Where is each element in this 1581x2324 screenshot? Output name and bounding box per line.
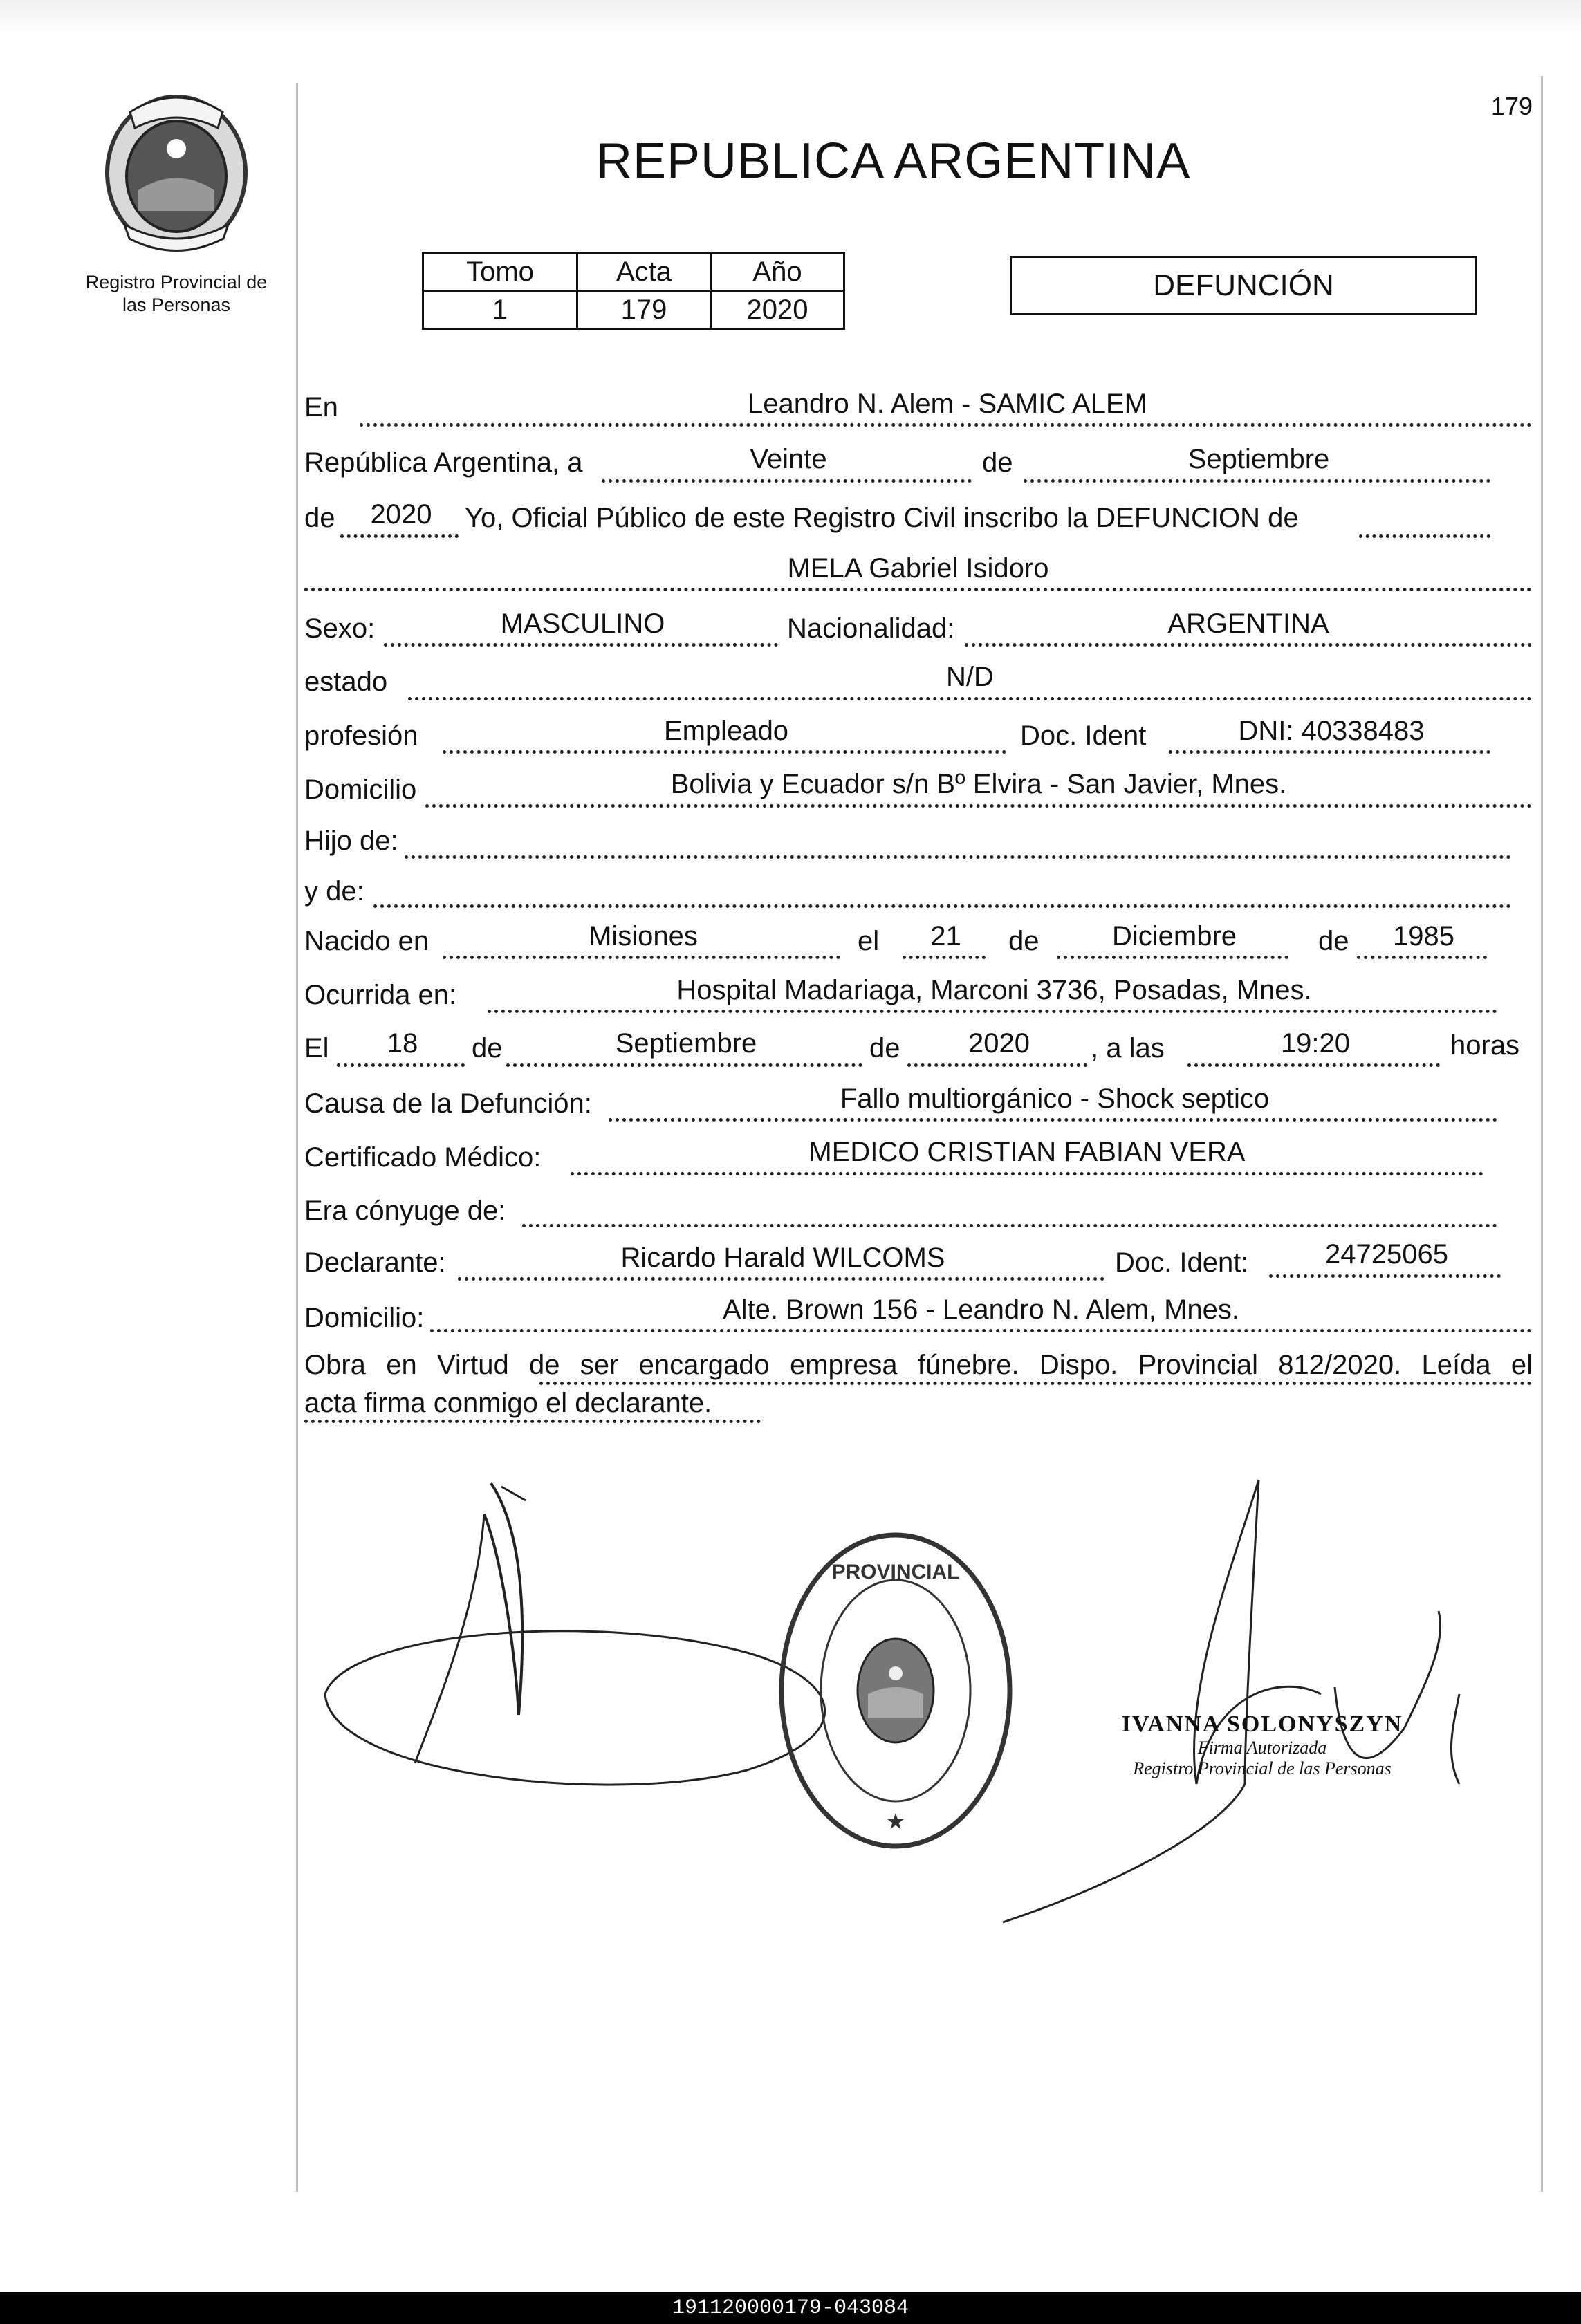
declarante-dotted-line [458,1277,1104,1281]
birth-month-dotted-line [1057,956,1288,959]
acta-header: Acta [577,253,711,291]
inscribe-dotted-line [1359,534,1490,538]
y-de-dotted-line [373,904,1511,908]
official-stamp-org: Registro Provincial de las Personas [1133,1758,1392,1778]
doc-ident-dotted-line [1169,750,1490,754]
registry-table-header-row [423,253,844,291]
certificado-label: Certificado Médico: [304,1142,542,1173]
tomo-header: Tomo [423,253,577,291]
sexo-dotted-line [384,643,778,647]
inscribe-text: Yo, Oficial Público de este Registro Civil inscribo la DEFUNCION de [465,503,1299,533]
declarante-doc-label: Doc. Ident: [1115,1247,1249,1278]
nacionalidad-label: Nacionalidad: [787,613,955,644]
registry-table-value-row [423,291,844,329]
day-words-value: Veinte [750,444,827,474]
registry-label-line1: Registro Provincial de [85,272,268,292]
certificado-value: MEDICO CRISTIAN FABIAN VERA [808,1137,1246,1167]
death-time-value: 19:20 [1280,1028,1351,1059]
nacido-place-dotted-line [443,956,840,959]
death-de1-label: de [472,1033,503,1063]
year-value: 2020 [370,499,432,530]
registry-table [422,252,845,330]
anio-header: Año [711,253,844,291]
paper-top-shadow [0,0,1581,35]
nacido-place-value: Misiones [589,921,698,951]
birth-year-value: 1985 [1393,921,1454,951]
official-stamp-role: Firma Autorizada [1197,1738,1327,1758]
registry-label [69,271,284,317]
delegation-round-stamp-icon [775,1525,1017,1857]
nacido-label: Nacido en [304,926,429,956]
misiones-provincial-seal-icon [97,90,256,256]
el2-label: El [304,1033,329,1063]
birth-day-dotted-line [903,956,986,959]
year-prefix-label: de [304,503,335,533]
svg-text:★: ★ [885,1809,906,1834]
registry-label-line2: las Personas [122,295,231,315]
right-margin-line [1541,76,1543,2192]
estado-value: N/D [946,662,994,692]
republica-label: República Argentina, a [304,447,583,478]
day-dotted-line [602,479,972,483]
en-value: Leandro N. Alem - SAMIC ALEM [747,389,1147,419]
page-number: 179 [1490,92,1533,120]
estado-label: estado [304,667,388,697]
acta-value: 179 [577,291,711,329]
deceased-name-value: MELA Gabriel Isidoro [787,553,1049,584]
svg-text:PROVINCIAL: PROVINCIAL [831,1561,960,1583]
birth-day-value: 21 [930,921,961,951]
month-value: Septiembre [1187,444,1330,474]
death-day-value: 18 [387,1028,418,1059]
profesion-dotted-line [443,750,1006,754]
de-label: de [982,447,1013,478]
death-month-dotted-line [506,1063,862,1067]
birth-year-dotted-line [1357,956,1487,959]
declarante-value: Ricardo Harald WILCOMS [620,1243,945,1273]
certificado-dotted-line [571,1172,1483,1175]
el-label: el [858,926,880,956]
left-margin-line [296,83,298,2192]
domicilio2-value: Alte. Brown 156 - Leandro N. Alem, Mnes. [722,1294,1240,1325]
obra-line1: Obra en Virtud de ser encargado empresa fúnebre. Dispo. Provincial 812/2020. Leída el [304,1350,1533,1380]
birth-de2-label: de [1318,926,1349,956]
month-dotted-line [1024,479,1490,483]
doc-ident-value: DNI: 40338483 [1238,716,1425,746]
sexo-value: MASCULINO [500,608,665,639]
nacionalidad-dotted-line [965,643,1532,647]
ocurrida-label: Ocurrida en: [304,980,457,1010]
nacionalidad-value: ARGENTINA [1167,608,1329,639]
page-title: REPUBLICA ARGENTINA [596,133,1191,189]
birth-month-value: Diciembre [1111,921,1237,951]
causa-value: Fallo multiorgánico - Shock septico [840,1084,1270,1114]
tomo-value: 1 [423,291,577,329]
anio-value: 2020 [711,291,844,329]
year-dotted-line [340,534,459,538]
declarante-doc-dotted-line [1269,1274,1501,1278]
en-dotted-line [360,423,1532,427]
y-de-label: y de: [304,876,364,907]
obra-line2-dotted-line [304,1420,761,1423]
ocurrida-dotted-line [488,1010,1497,1013]
official-signature-icon [989,1466,1473,1936]
death-de2-label: de [869,1033,900,1063]
horas-label: horas [1450,1030,1520,1061]
death-year-dotted-line [907,1063,1087,1067]
doc-ident-label: Doc. Ident [1020,721,1147,751]
en-label: En [304,392,338,422]
conyuge-label: Era cónyuge de: [304,1196,506,1226]
causa-label: Causa de la Defunción: [304,1088,592,1119]
official-stamp [1100,1711,1425,1779]
domicilio-label: Domicilio [304,774,417,805]
death-time-dotted-line [1187,1063,1440,1067]
profesion-value: Empleado [663,716,789,746]
sexo-label: Sexo: [304,613,376,644]
a-las-label: , a las [1091,1033,1165,1063]
conyuge-dotted-line [522,1224,1497,1227]
hijo-de-label: Hijo de: [304,826,398,856]
domicilio2-dotted-line [430,1329,1532,1332]
death-day-dotted-line [337,1063,465,1067]
estado-dotted-line [408,697,1532,700]
obra-line2: acta firma conmigo el declarante. [304,1388,712,1418]
declarante-doc-value: 24725065 [1325,1239,1448,1270]
domicilio-value: Bolivia y Ecuador s/n Bº Elvira - San Javier, Mnes. [670,769,1287,799]
deceased-name-dotted-line [304,588,1532,591]
domicilio2-label: Domicilio: [304,1303,425,1333]
obra-line1-dotted-line [539,1382,1532,1385]
birth-de1-label: de [1008,926,1039,956]
footer-barcode-text: 191120000179-043084 [0,2292,1581,2324]
death-year-value: 2020 [968,1028,1030,1059]
hijo-de-dotted-line [405,855,1511,859]
profesion-label: profesión [304,721,418,751]
causa-dotted-line [609,1118,1497,1122]
domicilio-dotted-line [425,804,1532,808]
document-type-box: DEFUNCIÓN [1010,256,1477,315]
declarante-label: Declarante: [304,1247,446,1278]
ocurrida-value: Hospital Madariaga, Marconi 3736, Posadas, Mnes. [676,975,1312,1005]
official-stamp-name: IVANNA SOLONYSZYN [1121,1711,1403,1737]
death-month-value: Septiembre [615,1028,757,1059]
